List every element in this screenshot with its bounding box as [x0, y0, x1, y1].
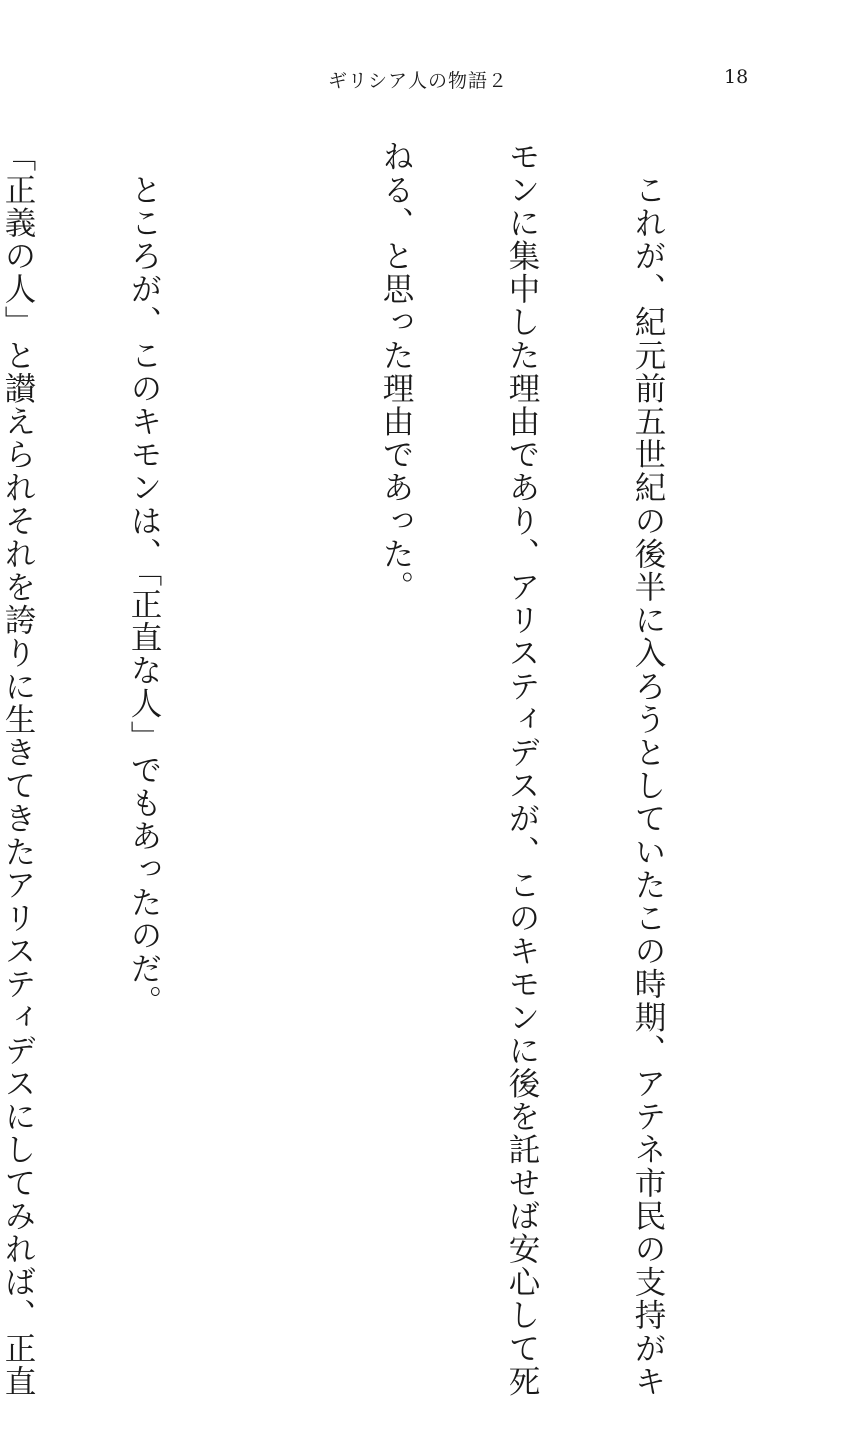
text-line: ねる、と思った理由であった。: [378, 140, 414, 604]
text-line: モンに集中した理由であり、アリスティデスが、このキモンに後を託せば安心して死: [504, 140, 540, 1398]
page-number: 18: [724, 66, 749, 88]
running-head: ギリシア人の物語２: [328, 70, 509, 92]
paragraph-gap: [249, 140, 291, 1110]
text-line: これが、紀元前五世紀の後半に入ろうとしていたこの時期、アテネ市民の支持がキ: [630, 140, 666, 1398]
body-text: [0, 140, 753, 1398]
text-line: ところが、このキモンは、「正直な人」でもあったのだ。: [126, 140, 162, 1018]
text-line: 「正義の人」と讃えられそれを誇りに生きてきたアリスティデスにしてみれば、正直: [0, 140, 36, 1398]
